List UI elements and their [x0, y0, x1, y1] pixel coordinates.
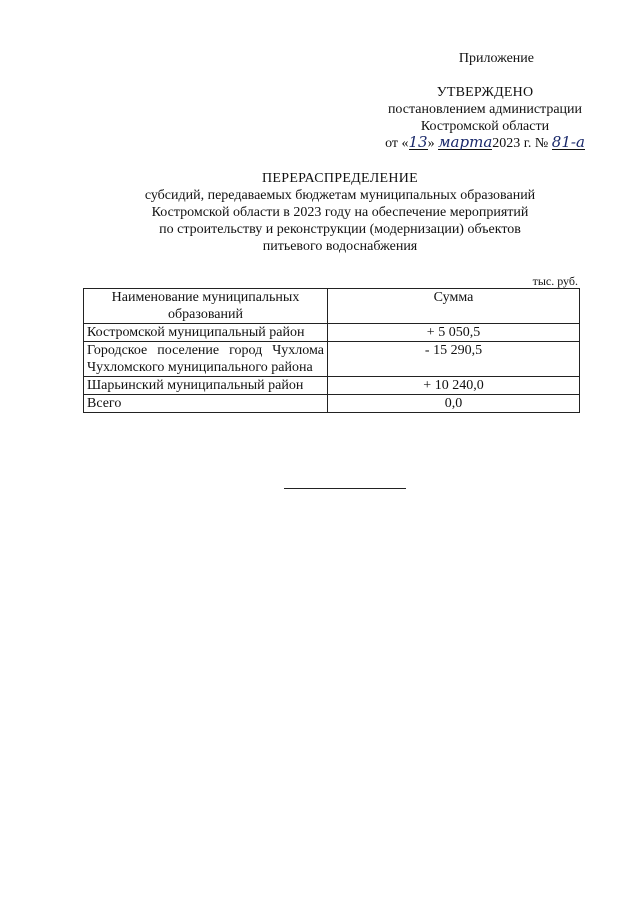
header-name: Наименование муниципальных образований [84, 289, 328, 324]
allocation-table [83, 288, 580, 413]
document-number-handwritten: 81-а [551, 133, 585, 151]
row-name: Шарьинский муниципальный район [84, 377, 328, 395]
date-day-handwritten: 13 [408, 133, 428, 151]
date-year: 2023 г. № [492, 136, 549, 151]
table-row [84, 377, 580, 395]
date-prefix: от « [385, 136, 409, 151]
appendix-label: Приложение [458, 51, 534, 66]
total-amount: 0,0 [328, 395, 580, 413]
table-row-total [84, 395, 580, 413]
table-row [84, 324, 580, 342]
title-line-3: по строительству и реконструкции (модернизации) объектов [159, 222, 521, 237]
date-mid: » [427, 136, 435, 151]
row-name: Городское поселение город Чухлома Чухломского муниципального района [84, 342, 328, 377]
approval-block [370, 50, 600, 152]
end-divider [284, 488, 406, 489]
title-line-4: питьевого водоснабжения [262, 239, 418, 254]
row-amount: + 5 050,5 [328, 324, 580, 342]
row-amount: + 10 240,0 [328, 377, 580, 395]
unit-label: тыс. руб. [532, 274, 578, 288]
date-month-handwritten: марта [438, 133, 493, 151]
title-heading: ПЕРЕРАСПРЕДЕЛЕНИЕ [261, 171, 419, 186]
total-label: Всего [84, 395, 328, 413]
approval-date-line [370, 135, 600, 152]
table-header-row [84, 289, 580, 324]
title-line-1: субсидий, передаваемых бюджетам муниципальных образований [144, 188, 536, 203]
approval-line-2: Костромской области [420, 119, 550, 134]
row-amount: - 15 290,5 [328, 342, 580, 377]
row-name: Костромской муниципальный район [84, 324, 328, 342]
title-line-2: Костромской области в 2023 году на обеспечение мероприятий [151, 205, 529, 220]
document-title [90, 170, 590, 255]
header-amount: Сумма [328, 289, 580, 324]
table-row [84, 342, 580, 377]
approved-label: УТВЕРЖДЕНО [436, 85, 534, 100]
approval-line-1: постановлением администрации [387, 102, 583, 117]
